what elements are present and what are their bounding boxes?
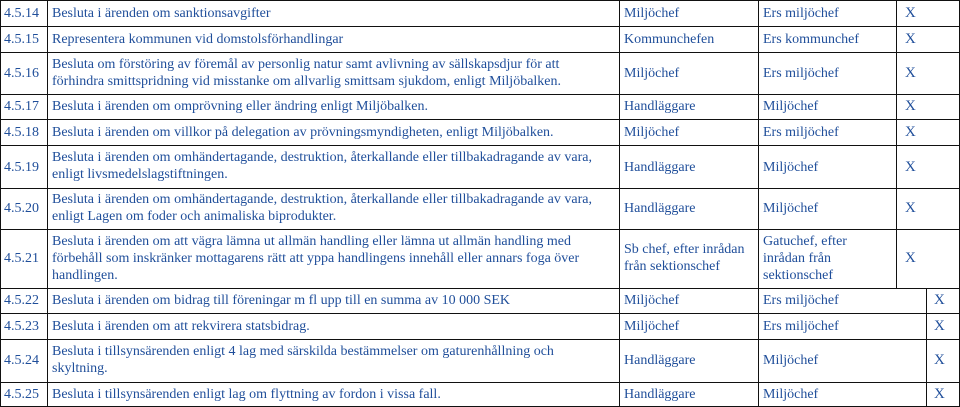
- row-delegate: Miljöchef: [624, 319, 680, 334]
- column-divider: [896, 0, 897, 288]
- row-divider: [0, 119, 960, 120]
- row-description: Besluta i tillsynsärenden enligt lag om flyttning av fordon i vissa fall.: [52, 387, 441, 402]
- row-deputy: Miljöchef: [763, 201, 819, 216]
- row-number: 4.5.21: [4, 251, 39, 266]
- row-number: 4.5.18: [4, 125, 39, 140]
- row-number: 4.5.16: [4, 66, 39, 81]
- row-mark: X: [934, 386, 945, 402]
- row-mark: X: [905, 31, 916, 47]
- row-delegate: Sb chef, efter inrådan från sektionschef: [624, 242, 745, 274]
- row-deputy: Ers kommunchef: [763, 32, 860, 47]
- row-description: Besluta i ärenden om bidrag till föreningar m fl upp till en summa av 10 000 SEK: [52, 293, 511, 308]
- row-deputy: Miljöchef: [763, 387, 819, 402]
- row-description: Representera kommunen vid domstolsförhandlingar: [52, 32, 344, 47]
- row-mark: X: [905, 250, 916, 266]
- column-divider: [0, 0, 1, 407]
- row-description: Besluta i ärenden om att vägra lämna ut allmän handling eller lämna ut allmän handling med förbehåll som inskränker mottagarens rätt att yppa handlingens innehåll eller annars foga över handlingen.: [52, 234, 580, 283]
- row-delegate: Handläggare: [624, 201, 696, 216]
- column-divider: [758, 0, 759, 288]
- row-divider: [0, 52, 960, 53]
- row-delegate: Handläggare: [624, 353, 696, 368]
- row-delegate: Handläggare: [624, 160, 696, 175]
- row-description: Besluta i ärenden om omprövning eller ändring enligt Miljöbalken.: [52, 99, 428, 114]
- row-mark: X: [905, 124, 916, 140]
- row-description: Besluta i ärenden om sanktionsavgifter: [52, 6, 271, 21]
- row-delegate: Miljöchef: [624, 125, 680, 140]
- row-divider: [0, 188, 960, 189]
- row-deputy: Miljöchef: [763, 160, 819, 175]
- row-mark: X: [934, 292, 945, 308]
- row-divider: [0, 0, 960, 1]
- row-mark: X: [905, 5, 916, 21]
- row-divider: [0, 313, 960, 314]
- row-number: 4.5.23: [4, 319, 39, 334]
- row-divider: [0, 229, 960, 230]
- row-number: 4.5.22: [4, 293, 39, 308]
- row-delegate: Kommunchefen: [624, 32, 715, 47]
- row-divider: [0, 26, 960, 27]
- row-number: 4.5.24: [4, 353, 39, 368]
- row-mark: X: [905, 200, 916, 216]
- column-divider: [47, 0, 48, 407]
- column-divider: [758, 288, 759, 407]
- row-description: Besluta i ärenden om villkor på delegation av prövningsmyndigheten, enligt Miljöbalken.: [52, 125, 554, 140]
- row-deputy: Ers miljöchef: [763, 66, 839, 81]
- row-delegate: Handläggare: [624, 99, 696, 114]
- row-mark: X: [905, 65, 916, 81]
- row-divider: [0, 339, 960, 340]
- column-divider: [926, 288, 927, 407]
- column-divider: [619, 288, 620, 407]
- row-number: 4.5.17: [4, 99, 39, 114]
- row-deputy: Miljöchef: [763, 99, 819, 114]
- row-description: Besluta i ärenden om att rekvirera statsbidrag.: [52, 319, 310, 334]
- row-divider: [0, 288, 960, 289]
- row-divider: [0, 382, 960, 383]
- row-divider: [0, 94, 960, 95]
- row-deputy: Gatuchef, efter inrådan från sektionschef: [763, 234, 847, 283]
- row-number: 4.5.15: [4, 32, 39, 47]
- row-description: Besluta om förstöring av föremål av personlig natur samt avlivning av sällskapsdjur för att förhindra smittspridning vid misstanke om allvarlig smittsam sjukdom, enligt Miljöbalken.: [52, 57, 562, 89]
- row-mark: X: [934, 352, 945, 368]
- row-deputy: Miljöchef: [763, 353, 819, 368]
- row-number: 4.5.14: [4, 6, 39, 21]
- row-delegate: Handläggare: [624, 387, 696, 402]
- row-divider: [0, 145, 960, 146]
- row-mark: X: [905, 98, 916, 114]
- row-deputy: Ers miljöchef: [763, 125, 839, 140]
- row-number: 4.5.25: [4, 387, 39, 402]
- row-number: 4.5.19: [4, 160, 39, 175]
- row-deputy: Ers miljöchef: [763, 6, 839, 21]
- row-description: Besluta i tillsynsärenden enligt 4 lag med särskilda bestämmelser om gaturenhållning och skyltning.: [52, 344, 554, 376]
- row-deputy: Ers miljöchef: [763, 319, 839, 334]
- row-description: Besluta i ärenden om omhändertagande, destruktion, återkallande eller tillbakadragande av vara, enligt livsmedelslagstiftningen.: [52, 150, 592, 182]
- row-mark: X: [934, 318, 945, 334]
- row-description: Besluta i ärenden om omhändertagande, destruktion, återkallande eller tillbakadragande av vara, enligt Lagen om foder och animaliska biprodukter.: [52, 192, 592, 224]
- row-delegate: Miljöchef: [624, 6, 680, 21]
- column-divider: [619, 0, 620, 288]
- row-number: 4.5.20: [4, 201, 39, 216]
- row-deputy: Ers miljöchef: [763, 293, 839, 308]
- row-delegate: Miljöchef: [624, 293, 680, 308]
- row-mark: X: [905, 159, 916, 175]
- row-delegate: Miljöchef: [624, 66, 680, 81]
